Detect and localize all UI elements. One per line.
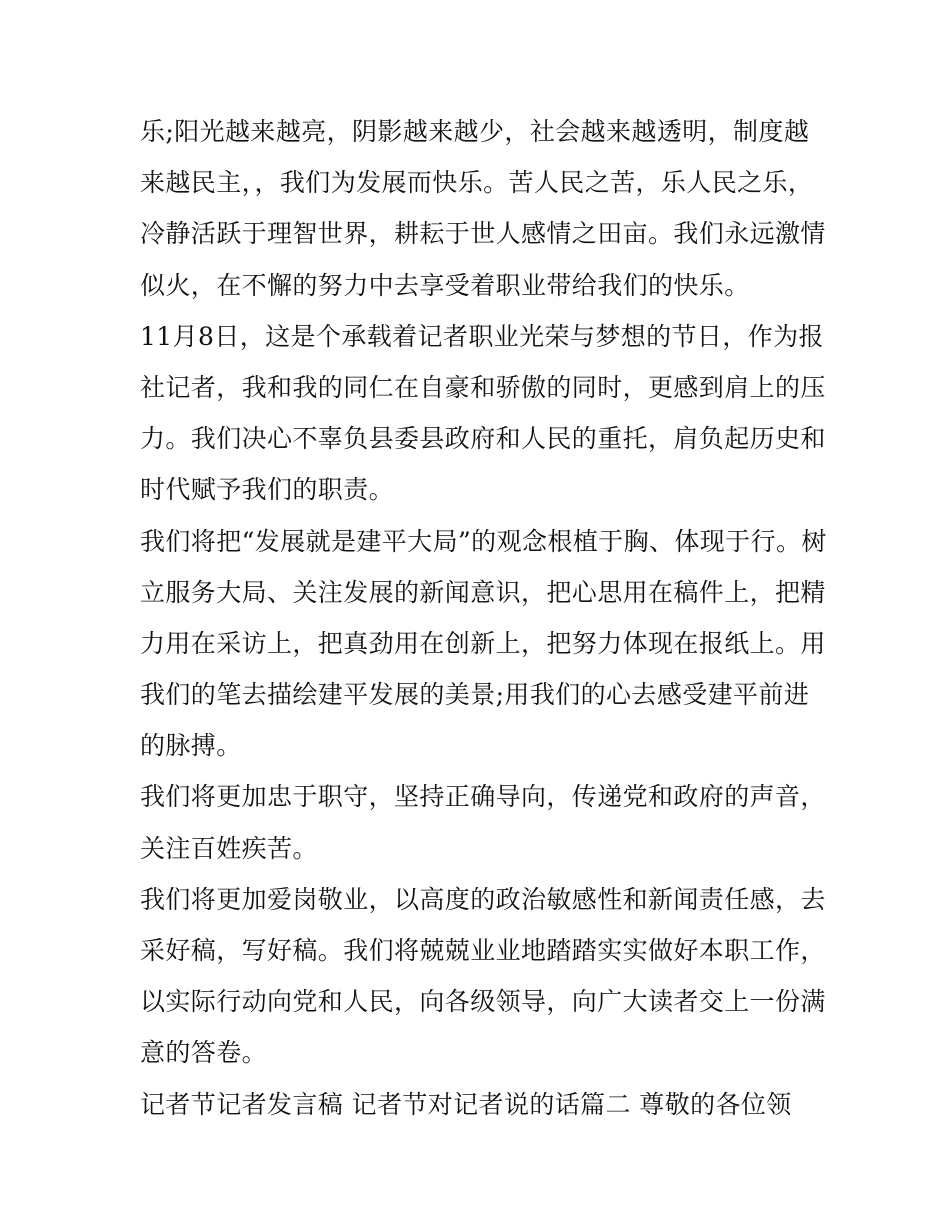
- text-line: 我们将更加忠于职守，坚持正确导向，传递党和政府的声音，: [140, 782, 826, 812]
- text-line: 力用在采访上，把真劲用在创新上，把努力体现在报纸上。用: [140, 628, 826, 658]
- text-line: 社记者，我和我的同仁在自豪和骄傲的同时，更感到肩上的压: [140, 372, 826, 402]
- text-line: 时代赋予我们的职责。: [140, 475, 395, 505]
- text-line: 记者节记者发言稿 记者节对记者说的话篇二 尊敬的各位领: [140, 1089, 792, 1119]
- text-line: 似火，在不懈的努力中去享受着职业带给我们的快乐。: [140, 270, 750, 300]
- text-line: 以实际行动向党和人民，向各级领导，向广大读者交上一份满: [140, 987, 826, 1017]
- text-line: 的脉搏。: [140, 731, 242, 761]
- text-line: 关注百姓疾苦。: [140, 833, 318, 863]
- text-line: 力。我们决心不辜负县委县政府和人民的重托，肩负起历史和: [140, 424, 826, 454]
- text-line: 立服务大局、关注发展的新闻意识，把心思用在稿件上，把精: [140, 577, 826, 607]
- text-line: 来越民主，，我们为发展而快乐。苦人民之苦，乐人民之乐，: [140, 168, 814, 198]
- text-line: 我们的笔去描绘建平发展的美景;用我们的心去感受建平前进: [140, 680, 810, 710]
- text-line: 11月8日，这是个承载着记者职业光荣与梦想的节日，作为报: [140, 321, 824, 351]
- text-line: 冷静活跃于理智世界，耕耘于世人感情之田亩。我们永远激情: [140, 219, 826, 249]
- text-line: 我们将更加爱岗敬业，以高度的政治敏感性和新闻责任感，去: [140, 884, 826, 914]
- text-line: 我们将把“发展就是建平大局”的观念根植于胸、体现于行。树: [140, 526, 827, 556]
- text-line: 意的答卷。: [140, 1038, 268, 1068]
- document-body: [140, 106, 827, 1130]
- text-line: 采好稿，写好稿。我们将兢兢业业地踏踏实实做好本职工作，: [140, 936, 826, 965]
- text-line: 乐;阳光越来越亮，阴影越来越少，社会越来越透明，制度越: [140, 117, 810, 146]
